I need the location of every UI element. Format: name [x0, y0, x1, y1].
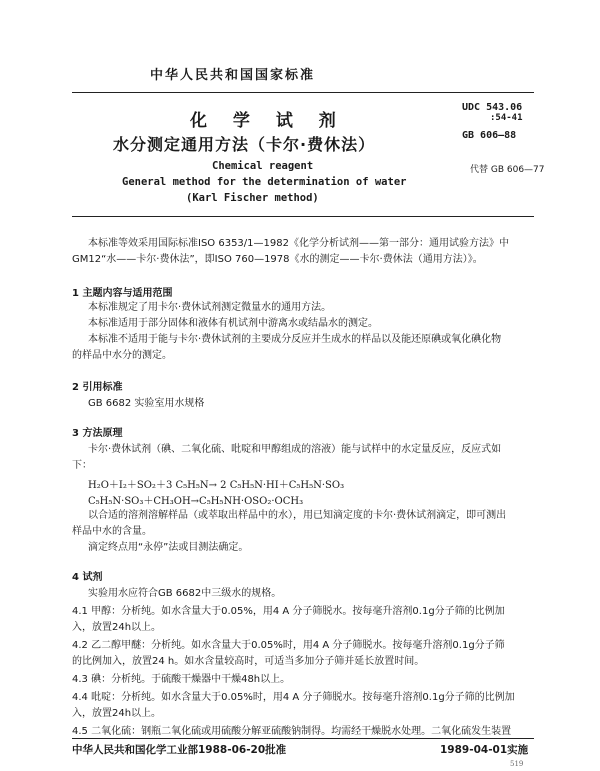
section-4-item-4-1a: 4.1 甲醇：分析纯。如水含量大于0.05%，用4 A 分子筛脱水。按每毫升溶剂0.1g分子筛的比例加 — [72, 606, 505, 617]
section-4-item-4-5: 4.5 二氧化硫：钢瓶二氧化硫或用硫酸分解亚硫酸钠制得。均需经干燥脱水处理。二氧化硫发生装置 — [72, 726, 512, 737]
page-subtitle: 水分测定通用方法（卡尔·费休法） — [113, 135, 376, 154]
footer-rule — [72, 738, 534, 739]
header-rule-top — [72, 92, 534, 93]
section-3-p3: 滴定终点用“永停”法或目测法确定。 — [88, 542, 249, 553]
section-4-heading: 4 试剂 — [72, 572, 103, 583]
section-3-p2a: 以合适的溶剂溶解样品（或萃取出样品中的水），用已知滴定度的卡尔·费休试剂滴定，即可测出 — [88, 510, 507, 521]
section-2-p1: GB 6682 实验室用水规格 — [88, 398, 205, 409]
replaces-standard: 代替 GB 606—77 — [470, 165, 545, 175]
section-1-p3a: 本标准不适用于能与卡尔·费休试剂的主要成分反应并生成水的样品以及能还原碘或氧化碘化物 — [88, 334, 502, 345]
english-title-line1: Chemical reagent — [212, 160, 314, 172]
section-4-p0: 实验用水应符合GB 6682中三级水的规格。 — [88, 588, 282, 599]
equation-1: H₂O＋I₂＋SO₂＋3 C₅H₅N→ 2 C₅H₅N·HI＋C₅H₅N·SO₃ — [88, 480, 345, 491]
section-1-heading: 1 主题内容与适用范围 — [72, 288, 173, 299]
section-4-item-4-2b: 的比例加入，放置24 h。如水含量较高时，可适当多加分子筛并延长放置时间。 — [72, 656, 425, 667]
approval-line: 中华人民共和国化学工业部1988-06-20批准 — [72, 744, 287, 756]
section-4-item-4-4b: 入，放置24h以上。 — [72, 708, 162, 719]
section-3-p2b: 样品中水的含量。 — [72, 526, 152, 537]
english-title-line2: General method for the determination of water — [122, 176, 407, 188]
section-3-p1a: 卡尔·费休试剂（碘、二氧化硫、吡啶和甲醇组成的溶液）能与试样中的水定量反应，反应式如 — [88, 444, 502, 455]
section-4-item-4-2a: 4.2 乙二醇甲醚：分析纯。如水含量大于0.05%时，用4 A 分子筛脱水。按每毫升溶剂0.1g分子筛 — [72, 640, 505, 651]
section-1-p3b: 的样品中水分的测定。 — [72, 350, 172, 361]
equation-2: C₅H₅N·SO₃＋CH₃OH→C₅H₅NH·OSO₂·OCH₃ — [88, 496, 304, 507]
section-4-item-4-4a: 4.4 吡啶：分析纯。如水含量大于0.05%时，用4 A 分子筛脱水。按每毫升溶剂0.1g分子筛的比例加 — [72, 692, 515, 703]
udc-code: UDC 543.06 — [462, 102, 523, 113]
udc-subcode: :54-41 — [490, 113, 523, 123]
section-4-item-4-1b: 入，放置24h以上。 — [72, 622, 162, 633]
country-standard-label: 中华人民共和国国家标准 — [150, 68, 316, 83]
intro-line2: GM12“水——卡尔·费休法”，即ISO 760—1978《水的测定——卡尔·费休法（通用方法）》。 — [72, 254, 483, 265]
english-title-line3: (Karl Fischer method) — [186, 192, 319, 204]
effective-date: 1989-04-01实施 — [440, 744, 529, 756]
section-3-p1b: 下： — [72, 460, 92, 471]
section-2-heading: 2 引用标准 — [72, 382, 123, 393]
section-3-heading: 3 方法原理 — [72, 428, 123, 439]
page-number: 519 — [510, 760, 524, 768]
section-1-p2: 本标准适用于部分固体和液体有机试剂中游离水或结晶水的测定。 — [88, 318, 378, 329]
intro-line1: 本标准等效采用国际标准ISO 6353/1—1982《化学分析试剂——第一部分：通用试验方法》中 — [88, 238, 509, 249]
gb-number: GB 606—88 — [462, 130, 517, 141]
section-1-p1: 本标准规定了用卡尔·费休试剂测定微量水的通用方法。 — [88, 302, 332, 313]
section-4-item-4-3: 4.3 碘：分析纯。于硫酸干燥器中干燥48h以上。 — [72, 674, 291, 685]
header-rule-bottom — [72, 216, 534, 217]
page-title: 化 学 试 剂 — [190, 111, 346, 131]
